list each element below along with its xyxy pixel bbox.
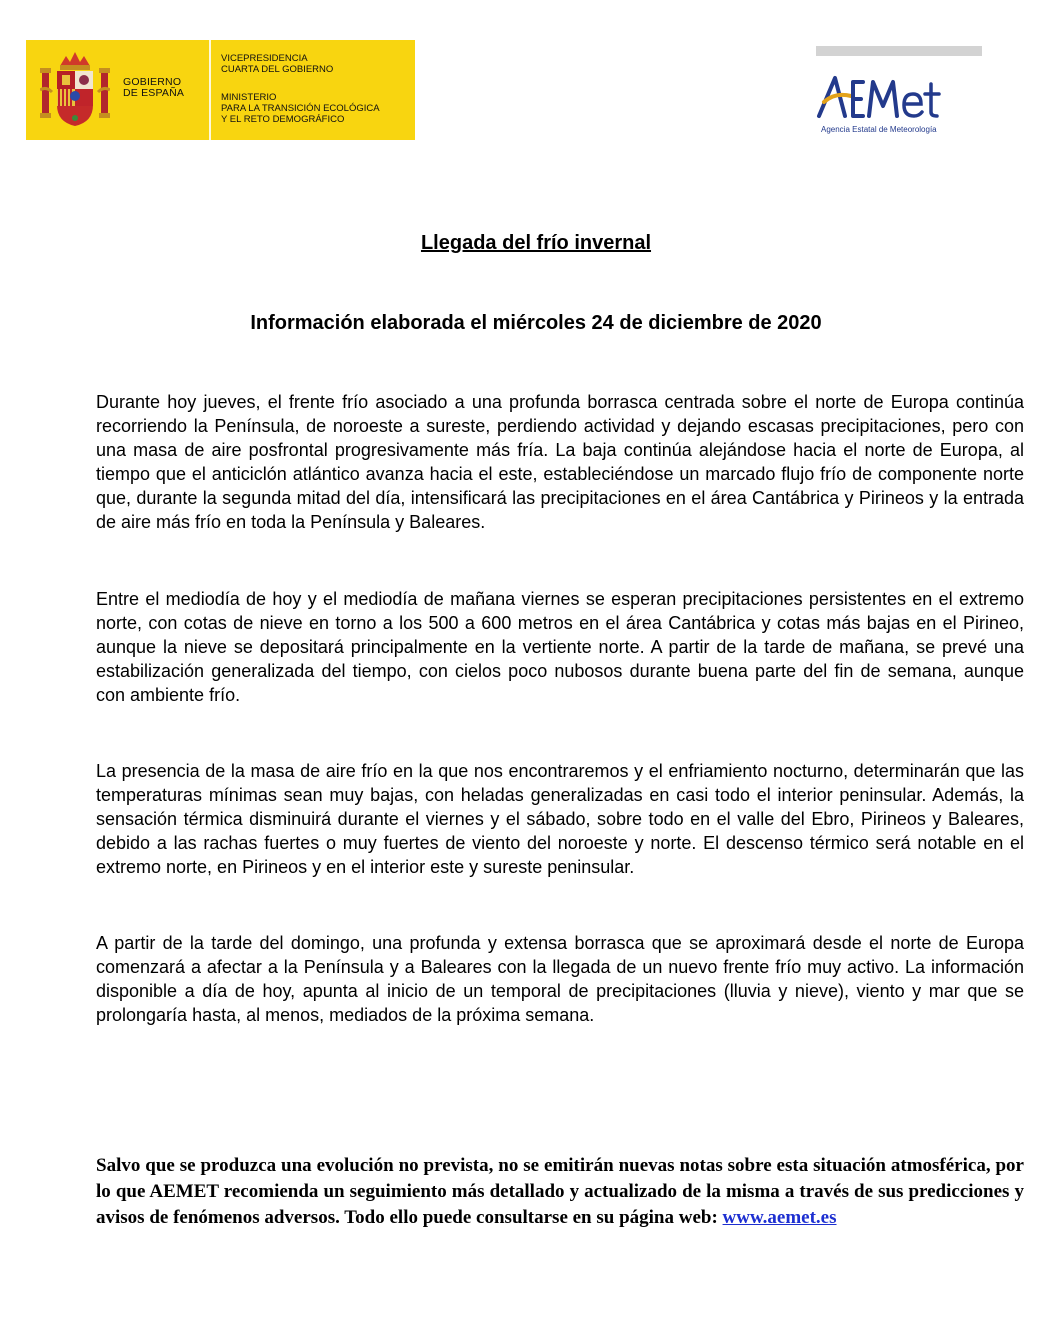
- body-paragraph: La presencia de la masa de aire frío en la que nos encontraremos y el enfriamiento nocturno, determinarán que las temperaturas mínimas sean muy bajas, con heladas generalizadas en casi todo el interior peninsular. Además, la sensación térmica disminuirá durante el viernes y el sábado, sobre todo en el valle del Ebro, Pirineos y Baleares, debido a las rachas fuertes o muy fuertes de viento del noroeste y norte. El descenso térmico será notable en el extremo norte, en Pirineos y en el interior este y sureste peninsular.: [96, 761, 1024, 877]
- vicepresidency-line: CUARTA DEL GOBIERNO: [221, 64, 334, 75]
- vicepresidency-line: VICEPRESIDENCIA: [221, 53, 308, 64]
- closing-notice-text: Salvo que se produzca una evolución no prevista, no se emitirán nuevas notas sobre esta situación atmosférica, por lo que AEMET recomienda un seguimiento más detallado y actualizado de la misma a través de sus predicciones y avisos de fenómenos adversos. Todo ello puede consultarse en su página web:: [96, 1155, 1024, 1228]
- aemet-website-link[interactable]: www.aemet.es: [722, 1207, 837, 1228]
- vicepresidency-label: [221, 53, 333, 75]
- ministry-line: MINISTERIO: [221, 92, 277, 103]
- government-name-line: GOBIERNO: [123, 76, 182, 88]
- body-paragraph: Entre el mediodía de hoy y el mediodía de mañana viernes se esperan precipitaciones persistentes en el extremo norte, con cotas de nieve en torno a los 500 a 600 metros en el área Cantábrica y cotas más bajas en el Pirineo, aunque la nieve se depositará principalmente en la vertiente norte. A partir de la tarde de mañana, se prevé una estabilización generalizada del tiempo, con cielos poco nubosos durante buena parte del fin de semana, aunque con ambiente frío.: [96, 589, 1024, 705]
- page-subtitle: Información elaborada el miércoles 24 de diciembre de 2020: [250, 312, 822, 334]
- body-paragraph: A partir de la tarde del domingo, una profunda y extensa borrasca que se aproximará desde el norte de Europa comenzará a afectar a la Península y a Baleares con la llegada de un nuevo frente frío muy activo. La información disponible a día de hoy, apunta al inicio de un temporal de precipitaciones (lluvia y nieve), viento y mar que se prolongaría hasta, al menos, mediados de la próxima semana.: [96, 933, 1024, 1025]
- banner-divider: [209, 40, 211, 140]
- ministry-label: [221, 92, 380, 125]
- page-title: Llegada del frío invernal: [420, 232, 652, 254]
- aemet-logo-bar: [816, 46, 982, 56]
- government-banner: [26, 40, 415, 140]
- body-paragraph: Durante hoy jueves, el frente frío asociado a una profunda borrasca centrada sobre el norte de Europa continúa recorriendo la Península, de noroeste a sureste, perdiendo actividad y dejando escasas precipitaciones, pero con una masa de aire posfrontal progresivamente más fría. La baja continúa alejándose hacia el norte de Europa, al tiempo que el anticiclón atlántico avanza hacia el este, estableciéndose un marcado flujo frío de componente norte que, durante la segunda mitad del día, intensificará las precipitaciones en el área Cantábrica y Pirineos y la entrada de aire más frío en toda la Península y Baleares.: [96, 392, 1024, 532]
- aemet-logo-icon: [815, 72, 965, 122]
- ministry-line: Y EL RETO DEMOGRÁFICO: [221, 114, 345, 125]
- aemet-caption: Agencia Estatal de Meteorología: [821, 125, 937, 134]
- coat-of-arms-icon: [40, 50, 110, 130]
- closing-notice: [96, 1153, 1024, 1231]
- government-name-line: DE ESPAÑA: [123, 87, 185, 99]
- government-name: [123, 77, 184, 99]
- ministry-line: PARA LA TRANSICIÓN ECOLÓGICA: [221, 103, 380, 114]
